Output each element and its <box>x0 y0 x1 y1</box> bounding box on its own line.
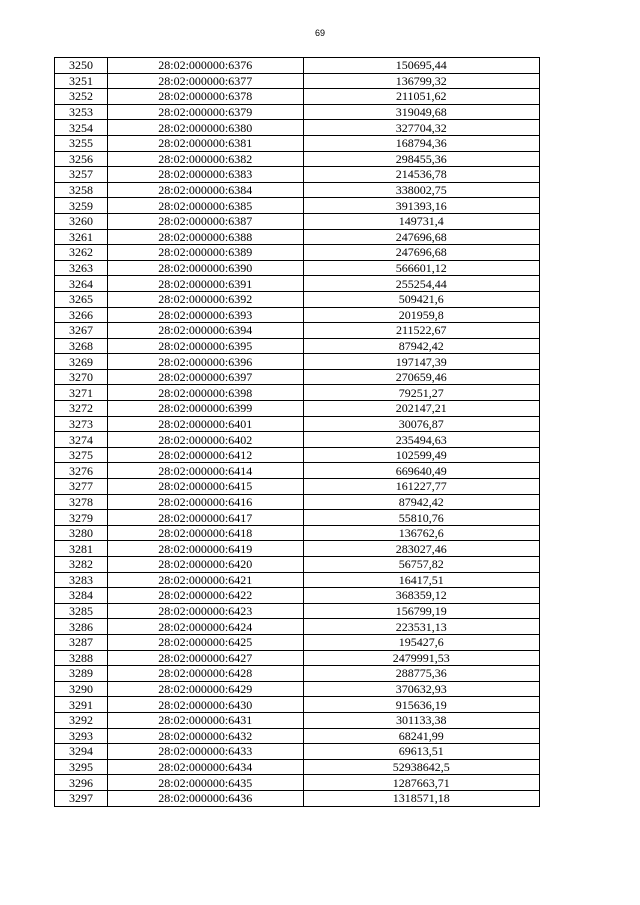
table-row <box>55 712 540 728</box>
value-cell: 197147,39 <box>303 354 539 370</box>
row-number-cell: 3295 <box>55 759 108 775</box>
value-cell: 211522,67 <box>303 323 539 339</box>
row-number-cell: 3262 <box>55 245 108 261</box>
table-row <box>55 416 540 432</box>
cadastral-number-cell: 28:02:000000:6398 <box>107 385 303 401</box>
cadastral-number-cell: 28:02:000000:6395 <box>107 338 303 354</box>
cadastral-number-cell: 28:02:000000:6376 <box>107 58 303 74</box>
cadastral-number-cell: 28:02:000000:6390 <box>107 260 303 276</box>
row-number-cell: 3296 <box>55 775 108 791</box>
row-number-cell: 3254 <box>55 120 108 136</box>
table-row <box>55 323 540 339</box>
table-row <box>55 650 540 666</box>
value-cell: 55810,76 <box>303 510 539 526</box>
table-row <box>55 307 540 323</box>
cadastral-number-cell: 28:02:000000:6414 <box>107 463 303 479</box>
row-number-cell: 3285 <box>55 603 108 619</box>
value-cell: 288775,36 <box>303 666 539 682</box>
table-row <box>55 744 540 760</box>
cadastral-number-cell: 28:02:000000:6425 <box>107 634 303 650</box>
value-cell: 69613,51 <box>303 744 539 760</box>
value-cell: 338002,75 <box>303 182 539 198</box>
row-number-cell: 3291 <box>55 697 108 713</box>
table-row <box>55 369 540 385</box>
value-cell: 1287663,71 <box>303 775 539 791</box>
row-number-cell: 3273 <box>55 416 108 432</box>
value-cell: 247696,68 <box>303 245 539 261</box>
table-row <box>55 354 540 370</box>
row-number-cell: 3272 <box>55 401 108 417</box>
table-row <box>55 151 540 167</box>
table-row <box>55 229 540 245</box>
value-cell: 136799,32 <box>303 73 539 89</box>
row-number-cell: 3265 <box>55 291 108 307</box>
row-number-cell: 3293 <box>55 728 108 744</box>
row-number-cell: 3282 <box>55 557 108 573</box>
row-number-cell: 3264 <box>55 276 108 292</box>
value-cell: 161227,77 <box>303 479 539 495</box>
value-cell: 156799,19 <box>303 603 539 619</box>
table-row <box>55 167 540 183</box>
table-row <box>55 775 540 791</box>
cadastral-number-cell: 28:02:000000:6423 <box>107 603 303 619</box>
cadastral-number-cell: 28:02:000000:6417 <box>107 510 303 526</box>
table-row <box>55 338 540 354</box>
row-number-cell: 3292 <box>55 712 108 728</box>
table-row <box>55 666 540 682</box>
row-number-cell: 3290 <box>55 681 108 697</box>
table-row <box>55 572 540 588</box>
value-cell: 136762,6 <box>303 525 539 541</box>
row-number-cell: 3280 <box>55 525 108 541</box>
cadastral-number-cell: 28:02:000000:6434 <box>107 759 303 775</box>
value-cell: 149731,4 <box>303 213 539 229</box>
row-number-cell: 3260 <box>55 213 108 229</box>
table-row <box>55 291 540 307</box>
row-number-cell: 3258 <box>55 182 108 198</box>
cadastral-number-cell: 28:02:000000:6432 <box>107 728 303 744</box>
row-number-cell: 3271 <box>55 385 108 401</box>
cadastral-number-cell: 28:02:000000:6399 <box>107 401 303 417</box>
row-number-cell: 3253 <box>55 104 108 120</box>
value-cell: 669640,49 <box>303 463 539 479</box>
table-row <box>55 120 540 136</box>
page-number: 69 <box>314 28 325 38</box>
row-number-cell: 3287 <box>55 634 108 650</box>
value-cell: 270659,46 <box>303 369 539 385</box>
row-number-cell: 3297 <box>55 790 108 806</box>
cadastral-number-cell: 28:02:000000:6427 <box>107 650 303 666</box>
value-cell: 327704,32 <box>303 120 539 136</box>
row-number-cell: 3289 <box>55 666 108 682</box>
data-table <box>54 57 540 807</box>
row-number-cell: 3279 <box>55 510 108 526</box>
row-number-cell: 3263 <box>55 260 108 276</box>
row-number-cell: 3269 <box>55 354 108 370</box>
row-number-cell: 3250 <box>55 58 108 74</box>
cadastral-number-cell: 28:02:000000:6424 <box>107 619 303 635</box>
row-number-cell: 3286 <box>55 619 108 635</box>
value-cell: 202147,21 <box>303 401 539 417</box>
value-cell: 30076,87 <box>303 416 539 432</box>
table-row <box>55 697 540 713</box>
table-row <box>55 432 540 448</box>
table-row <box>55 619 540 635</box>
row-number-cell: 3274 <box>55 432 108 448</box>
cadastral-number-cell: 28:02:000000:6435 <box>107 775 303 791</box>
table-row <box>55 182 540 198</box>
value-cell: 79251,27 <box>303 385 539 401</box>
value-cell: 87942,42 <box>303 494 539 510</box>
row-number-cell: 3278 <box>55 494 108 510</box>
cadastral-number-cell: 28:02:000000:6393 <box>107 307 303 323</box>
value-cell: 102599,49 <box>303 447 539 463</box>
value-cell: 1318571,18 <box>303 790 539 806</box>
table-row <box>55 198 540 214</box>
row-number-cell: 3283 <box>55 572 108 588</box>
value-cell: 214536,78 <box>303 167 539 183</box>
row-number-cell: 3252 <box>55 89 108 105</box>
value-cell: 223531,13 <box>303 619 539 635</box>
cadastral-number-cell: 28:02:000000:6383 <box>107 167 303 183</box>
cadastral-number-cell: 28:02:000000:6396 <box>107 354 303 370</box>
value-cell: 52938642,5 <box>303 759 539 775</box>
table-row <box>55 557 540 573</box>
cadastral-number-cell: 28:02:000000:6428 <box>107 666 303 682</box>
cadastral-number-cell: 28:02:000000:6436 <box>107 790 303 806</box>
row-number-cell: 3288 <box>55 650 108 666</box>
cadastral-number-cell: 28:02:000000:6419 <box>107 541 303 557</box>
cadastral-number-cell: 28:02:000000:6412 <box>107 447 303 463</box>
row-number-cell: 3284 <box>55 588 108 604</box>
row-number-cell: 3261 <box>55 229 108 245</box>
row-number-cell: 3257 <box>55 167 108 183</box>
table-row <box>55 510 540 526</box>
table-row <box>55 525 540 541</box>
row-number-cell: 3275 <box>55 447 108 463</box>
row-number-cell: 3259 <box>55 198 108 214</box>
table-row <box>55 385 540 401</box>
row-number-cell: 3266 <box>55 307 108 323</box>
cadastral-number-cell: 28:02:000000:6421 <box>107 572 303 588</box>
cadastral-number-cell: 28:02:000000:6377 <box>107 73 303 89</box>
row-number-cell: 3251 <box>55 73 108 89</box>
cadastral-number-cell: 28:02:000000:6381 <box>107 135 303 151</box>
value-cell: 566601,12 <box>303 260 539 276</box>
table-row <box>55 260 540 276</box>
table-row <box>55 73 540 89</box>
row-number-cell: 3255 <box>55 135 108 151</box>
cadastral-number-cell: 28:02:000000:6379 <box>107 104 303 120</box>
value-cell: 195427,6 <box>303 634 539 650</box>
value-cell: 16417,51 <box>303 572 539 588</box>
table-row <box>55 276 540 292</box>
table-row <box>55 213 540 229</box>
cadastral-number-cell: 28:02:000000:6431 <box>107 712 303 728</box>
value-cell: 68241,99 <box>303 728 539 744</box>
value-cell: 301133,38 <box>303 712 539 728</box>
value-cell: 370632,93 <box>303 681 539 697</box>
table-row <box>55 104 540 120</box>
cadastral-number-cell: 28:02:000000:6389 <box>107 245 303 261</box>
value-cell: 56757,82 <box>303 557 539 573</box>
cadastral-number-cell: 28:02:000000:6388 <box>107 229 303 245</box>
value-cell: 255254,44 <box>303 276 539 292</box>
table-row <box>55 728 540 744</box>
table-row <box>55 135 540 151</box>
cadastral-number-cell: 28:02:000000:6397 <box>107 369 303 385</box>
table-row <box>55 479 540 495</box>
row-number-cell: 3277 <box>55 479 108 495</box>
value-cell: 298455,36 <box>303 151 539 167</box>
cadastral-number-cell: 28:02:000000:6415 <box>107 479 303 495</box>
value-cell: 2479991,53 <box>303 650 539 666</box>
table-row <box>55 447 540 463</box>
cadastral-number-cell: 28:02:000000:6382 <box>107 151 303 167</box>
cadastral-number-cell: 28:02:000000:6401 <box>107 416 303 432</box>
value-cell: 915636,19 <box>303 697 539 713</box>
table-row <box>55 245 540 261</box>
value-cell: 319049,68 <box>303 104 539 120</box>
cadastral-number-cell: 28:02:000000:6387 <box>107 213 303 229</box>
table-row <box>55 89 540 105</box>
cadastral-number-cell: 28:02:000000:6392 <box>107 291 303 307</box>
row-number-cell: 3268 <box>55 338 108 354</box>
table-body <box>55 58 540 807</box>
table-row <box>55 58 540 74</box>
table-row <box>55 463 540 479</box>
value-cell: 235494,63 <box>303 432 539 448</box>
table-row <box>55 541 540 557</box>
cadastral-number-cell: 28:02:000000:6416 <box>107 494 303 510</box>
value-cell: 201959,8 <box>303 307 539 323</box>
cadastral-number-cell: 28:02:000000:6391 <box>107 276 303 292</box>
cadastral-number-cell: 28:02:000000:6433 <box>107 744 303 760</box>
table-row <box>55 603 540 619</box>
cadastral-number-cell: 28:02:000000:6384 <box>107 182 303 198</box>
cadastral-number-cell: 28:02:000000:6394 <box>107 323 303 339</box>
value-cell: 168794,36 <box>303 135 539 151</box>
cadastral-number-cell: 28:02:000000:6380 <box>107 120 303 136</box>
row-number-cell: 3281 <box>55 541 108 557</box>
table-row <box>55 790 540 806</box>
row-number-cell: 3294 <box>55 744 108 760</box>
cadastral-number-cell: 28:02:000000:6430 <box>107 697 303 713</box>
value-cell: 211051,62 <box>303 89 539 105</box>
value-cell: 509421,6 <box>303 291 539 307</box>
value-cell: 247696,68 <box>303 229 539 245</box>
table-row <box>55 588 540 604</box>
cadastral-number-cell: 28:02:000000:6422 <box>107 588 303 604</box>
value-cell: 87942,42 <box>303 338 539 354</box>
value-cell: 391393,16 <box>303 198 539 214</box>
value-cell: 283027,46 <box>303 541 539 557</box>
table-row <box>55 634 540 650</box>
value-cell: 150695,44 <box>303 58 539 74</box>
cadastral-number-cell: 28:02:000000:6378 <box>107 89 303 105</box>
value-cell: 368359,12 <box>303 588 539 604</box>
row-number-cell: 3256 <box>55 151 108 167</box>
row-number-cell: 3276 <box>55 463 108 479</box>
cadastral-number-cell: 28:02:000000:6402 <box>107 432 303 448</box>
table-row <box>55 401 540 417</box>
table-row <box>55 759 540 775</box>
cadastral-number-cell: 28:02:000000:6429 <box>107 681 303 697</box>
row-number-cell: 3267 <box>55 323 108 339</box>
row-number-cell: 3270 <box>55 369 108 385</box>
table-row <box>55 681 540 697</box>
cadastral-number-cell: 28:02:000000:6420 <box>107 557 303 573</box>
cadastral-number-cell: 28:02:000000:6385 <box>107 198 303 214</box>
table-row <box>55 494 540 510</box>
cadastral-number-cell: 28:02:000000:6418 <box>107 525 303 541</box>
